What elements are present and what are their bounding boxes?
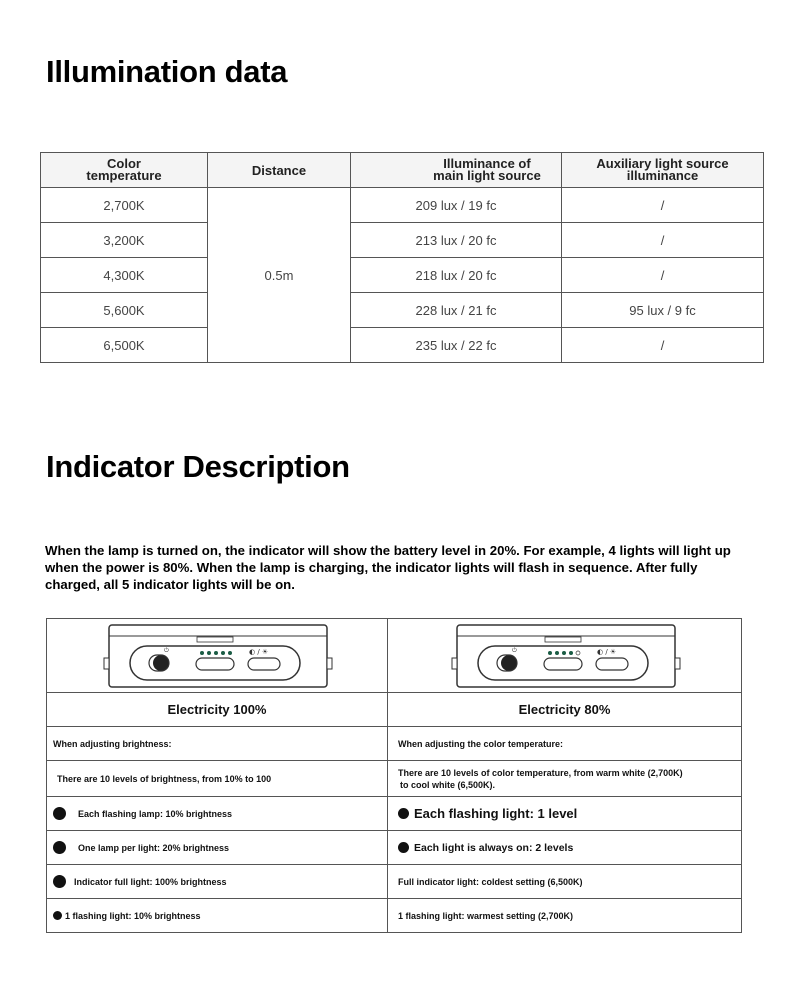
list-item: Indicator full light: 100% brightness bbox=[47, 865, 388, 899]
table-row bbox=[47, 831, 742, 865]
illumination-table bbox=[40, 152, 764, 363]
table-row bbox=[41, 223, 764, 258]
aux-illuminance-header: Auxiliary light source illuminance bbox=[562, 153, 764, 188]
brightness-levels-cell: There are 10 levels of brightness, from 10% to 100 bbox=[47, 761, 388, 797]
device-full-cell bbox=[47, 619, 388, 693]
bullet-dot-icon bbox=[53, 875, 66, 888]
color-mode-cell: When adjusting the color temperature: bbox=[388, 727, 742, 761]
svg-text:⏻: ⏻ bbox=[511, 646, 517, 654]
bullet-dot-icon bbox=[53, 807, 66, 820]
list-item: Each light is always on: 2 levels bbox=[388, 831, 742, 865]
list-item: One lamp per light: 20% brightness bbox=[47, 831, 388, 865]
aux-illuminance-cell: / bbox=[562, 258, 764, 293]
indicator-title: Indicator Description bbox=[46, 449, 350, 484]
illumination-header-row bbox=[41, 153, 764, 188]
aux-illuminance-cell: / bbox=[562, 188, 764, 223]
list-item: Full indicator light: coldest setting (6,500K) bbox=[388, 865, 742, 899]
color-temperature-header: Color temperature bbox=[41, 153, 208, 188]
main-illuminance-cell: 209 lux / 19 fc bbox=[351, 188, 562, 223]
aux-illuminance-cell: / bbox=[562, 328, 764, 363]
table-row bbox=[47, 727, 742, 761]
electricity-header-row bbox=[47, 693, 742, 727]
list-item: Each flashing lamp: 10% brightness bbox=[47, 797, 388, 831]
lamp-device-icon bbox=[449, 622, 681, 690]
aux-illuminance-cell: / bbox=[562, 223, 764, 258]
main-illuminance-cell: 218 lux / 20 fc bbox=[351, 258, 562, 293]
aux-illuminance-cell: 95 lux / 9 fc bbox=[562, 293, 764, 328]
color-temperature-cell: 6,500K bbox=[41, 328, 208, 363]
table-row bbox=[47, 761, 742, 797]
list-item: 1 flashing light: 10% brightness bbox=[47, 899, 388, 933]
main-illuminance-header: Illuminance of main light source bbox=[351, 153, 562, 188]
indicator-table bbox=[46, 618, 742, 933]
distance-cell: 0.5m bbox=[208, 188, 351, 363]
color-levels-cell: There are 10 levels of color temperature, from warm white (2,700K) to cool white (6,500K). bbox=[388, 761, 742, 797]
table-row bbox=[47, 899, 742, 933]
table-row bbox=[41, 328, 764, 363]
svg-text:◐ / ☀: ◐ / ☀ bbox=[596, 647, 616, 656]
bullet-dot-icon bbox=[53, 841, 66, 854]
color-temperature-cell: 4,300K bbox=[41, 258, 208, 293]
color-temperature-cell: 3,200K bbox=[41, 223, 208, 258]
list-item: 1 flashing light: warmest setting (2,700K) bbox=[388, 899, 742, 933]
bullet-dot-icon bbox=[398, 842, 409, 853]
table-row bbox=[41, 258, 764, 293]
illumination-title: Illumination data bbox=[46, 54, 288, 89]
lamp-device-icon bbox=[101, 622, 333, 690]
table-row bbox=[41, 293, 764, 328]
electricity-80-header: Electricity 80% bbox=[388, 693, 742, 727]
main-illuminance-cell: 235 lux / 22 fc bbox=[351, 328, 562, 363]
main-illuminance-cell: 228 lux / 21 fc bbox=[351, 293, 562, 328]
table-row bbox=[47, 865, 742, 899]
list-item: Each flashing light: 1 level bbox=[388, 797, 742, 831]
table-row bbox=[47, 797, 742, 831]
device-image-row bbox=[47, 619, 742, 693]
bullet-dot-icon bbox=[53, 911, 62, 920]
distance-header: Distance bbox=[208, 153, 351, 188]
svg-text:⏻: ⏻ bbox=[164, 646, 169, 654]
svg-text:◐ / ☀: ◐ / ☀ bbox=[249, 647, 269, 656]
device-80-cell bbox=[388, 619, 742, 693]
main-illuminance-cell: 213 lux / 20 fc bbox=[351, 223, 562, 258]
table-row bbox=[41, 188, 764, 223]
brightness-mode-cell: When adjusting brightness: bbox=[47, 727, 388, 761]
color-temperature-cell: 5,600K bbox=[41, 293, 208, 328]
bullet-dot-icon bbox=[398, 808, 409, 819]
indicator-description: When the lamp is turned on, the indicator will show the battery level in 20%. For example, 4 lights will light up when the power is 80%. When the lamp is charging, the indicator lights will flash in sequence. After fully charged, all 5 indicator lights will be on. bbox=[45, 543, 731, 592]
electricity-100-header: Electricity 100% bbox=[47, 693, 388, 727]
color-temperature-cell: 2,700K bbox=[41, 188, 208, 223]
